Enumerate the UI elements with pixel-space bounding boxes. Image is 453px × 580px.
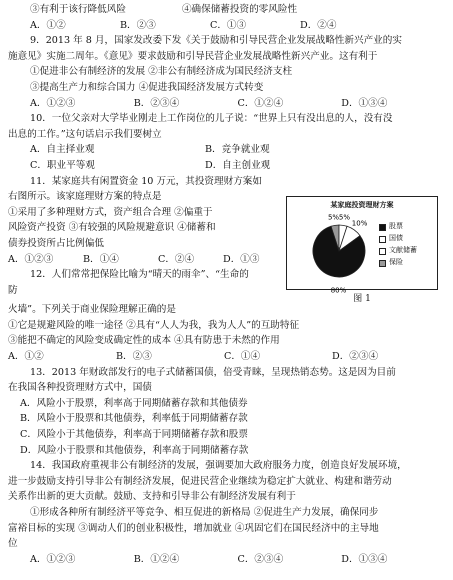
- q9-option-b: B．②③④: [133, 97, 180, 109]
- q12-option-d: D．②③④: [332, 351, 379, 363]
- q12-stem-line-1: 12．人们常常把保险比喻为“晴天的雨伞”、“生命的: [30, 269, 249, 281]
- q8-statement-3: ③有利于该行降低风险: [30, 4, 126, 15]
- q9-option-a: A．①②③: [30, 97, 76, 109]
- q11-stem-line-1: 11．某家庭共有闲置资金 10 万元，其投资理财方案如: [30, 175, 262, 187]
- q14-statement-line-1: ①形成各种所有制经济平等竞争、相互促进的新格局 ②促进生产力发展，确保同步: [30, 507, 379, 518]
- q10-option-a: A．自主择业观: [30, 144, 95, 156]
- q12-option-b: B．②③: [116, 351, 152, 363]
- q9-options: [8, 96, 445, 112]
- legend-swatch-stock: [379, 224, 386, 231]
- q12-options: [8, 349, 445, 365]
- q8-statement-line: [8, 2, 445, 18]
- q9-option-d: D．①③④: [341, 97, 388, 109]
- q14-stem-line-3: 关系作出新的更大贡献。鼓励、支持和引导非公有制经济发展有利于: [8, 491, 296, 503]
- q11-option-d: D．①③: [223, 253, 260, 265]
- q13-stem-line-1: 13．2013 年财政部发行的电子式储蓄国债，倍受青睐，呈现热销态势。这是因为目前: [30, 366, 396, 378]
- q12-stem-line-2: 防: [8, 284, 18, 296]
- chart-legend: [379, 221, 417, 269]
- q14-options: [8, 552, 445, 568]
- legend-label-insurance: 保险: [389, 258, 403, 267]
- figure-caption: 图 1: [353, 294, 371, 304]
- q14-statement-line-2: 富裕目标的实现 ③调动人们的创业积极性，增加就业 ④巩固它们在国民经济中的主导地: [8, 522, 379, 534]
- q14-option-a: A．①②③: [30, 553, 76, 565]
- q13-stem-line-2: 在我国各种投资理财方式中，国债: [8, 382, 152, 394]
- q9-option-c: C．①②④: [237, 97, 284, 109]
- legend-swatch-bond: [379, 236, 386, 243]
- q8-statement-4: ④确保储蓄投资的零风险性: [181, 4, 298, 15]
- q14-option-c: C．②③④: [237, 553, 284, 565]
- q14-stem-line-2: 进一步鼓励支持引导非公有制经济发展，促进民营企业继续为稳定扩大就业、构建和谐劳动: [8, 475, 392, 487]
- q11-option-a: A．①②③: [8, 253, 54, 265]
- q11-option-c: C．②④: [158, 253, 195, 265]
- legend-item-insurance: [379, 257, 417, 269]
- pie-label-bond: 5%: [338, 213, 351, 222]
- q9-statement-line-2: ③提高生产力和综合国力 ④促进我国经济发展方式转变: [30, 81, 264, 93]
- q8-option-d: D．②④: [300, 19, 337, 31]
- q13-choice-a: A．风险小于股票，利率高于同期储蓄存款和其他债券: [20, 397, 248, 409]
- q9-stem-line-1: 9．2013 年 8 月，国家发改委下发《关于鼓励和引导民营企业发展战略性新兴产业的实: [30, 35, 402, 47]
- q13-choice-c: C．风险小于其他债券，利率高于同期储蓄存款和股票: [20, 429, 248, 441]
- chart-title: 某家庭投资理财方案: [330, 200, 394, 209]
- q10-option-c: C．职业平等观: [30, 159, 95, 171]
- q8-option-c: C．①③: [210, 19, 247, 31]
- legend-label-bond: 国债: [389, 234, 403, 243]
- q10-option-b: B．竞争就业观: [205, 144, 270, 156]
- q12-option-c: C．①④: [224, 351, 261, 363]
- q14-option-b: B．①②④: [133, 553, 180, 565]
- q8-options: [8, 18, 445, 34]
- q9-statement-line-1: ①促进非公有制经济的发展 ②非公有制经济成为国民经济支柱: [30, 66, 293, 78]
- q10-options-row-1: [8, 142, 445, 158]
- pie-label-stock: 80%: [330, 286, 347, 295]
- q11-option-b: B．①④: [83, 253, 119, 265]
- q8-option-a: A．①②: [30, 19, 66, 31]
- q9-stem-line-2: 施意见》实施二周年。《意见》要求鼓励和引导民营企业发展战略性新兴产业。这有利于: [8, 50, 378, 62]
- legend-label-stock: 股票: [389, 222, 403, 231]
- legend-swatch-saving: [379, 248, 386, 255]
- q10-options-row-2: [8, 158, 445, 174]
- q14-statement-line-3: 位: [8, 538, 18, 550]
- q11-stem-line-3: ①采用了多种理财方式，资产组合合理 ②偏重于: [8, 206, 213, 218]
- q8-option-b: B．②③: [120, 19, 156, 31]
- q12-option-a: A．①②: [8, 351, 44, 363]
- q10-stem-line-2: 出息的工作。”这句话启示我们要树立: [8, 128, 162, 140]
- legend-label-saving: 文献储蓄: [389, 246, 417, 255]
- q12-stem-line-3: 火墙”。下列关于商业保险理解正确的是: [8, 304, 176, 316]
- investment-pie-chart: [286, 196, 438, 295]
- q14-stem-line-1: 14．我国政府重视非公有制经济的发展，强调要加大政府服务力度，创造良好发展环境，: [30, 460, 407, 472]
- q10-stem-line-1: 10．一位父亲对大学毕业刚走上工作岗位的儿子说：“世界上只有没出息的人，没有没: [30, 113, 393, 125]
- q11-stem-line-2: 右图所示。该家庭理财方案的特点是: [8, 191, 162, 203]
- legend-swatch-insurance: [379, 260, 386, 267]
- q12-statement-line-2: ③能把不确定的风险变成确定性的成本 ④具有防患于未然的作用: [8, 335, 280, 347]
- q10-option-d: D．自主创业观: [205, 159, 271, 171]
- q13-choice-d: D．风险小于股票和其他债券，利率高于同期储蓄存款: [20, 444, 249, 456]
- q11-stem-line-4: 风险资产投资 ③有较强的风险规避意识 ④储蓄和: [8, 222, 216, 234]
- pie-label-insurance: 5%: [327, 213, 340, 222]
- q14-option-d: D．①③④: [341, 553, 388, 565]
- q12-statement-line-1: ①它是规避风险的唯一途径 ②具有“人人为我，我为人人”的互助特征: [8, 319, 300, 331]
- pie-label-saving: 10%: [351, 219, 368, 228]
- q13-choice-b: B．风险小于股票和其他债券，利率低于同期储蓄存款: [20, 413, 248, 425]
- q11-stem-line-5: 债券投资所占比例偏低: [8, 237, 104, 249]
